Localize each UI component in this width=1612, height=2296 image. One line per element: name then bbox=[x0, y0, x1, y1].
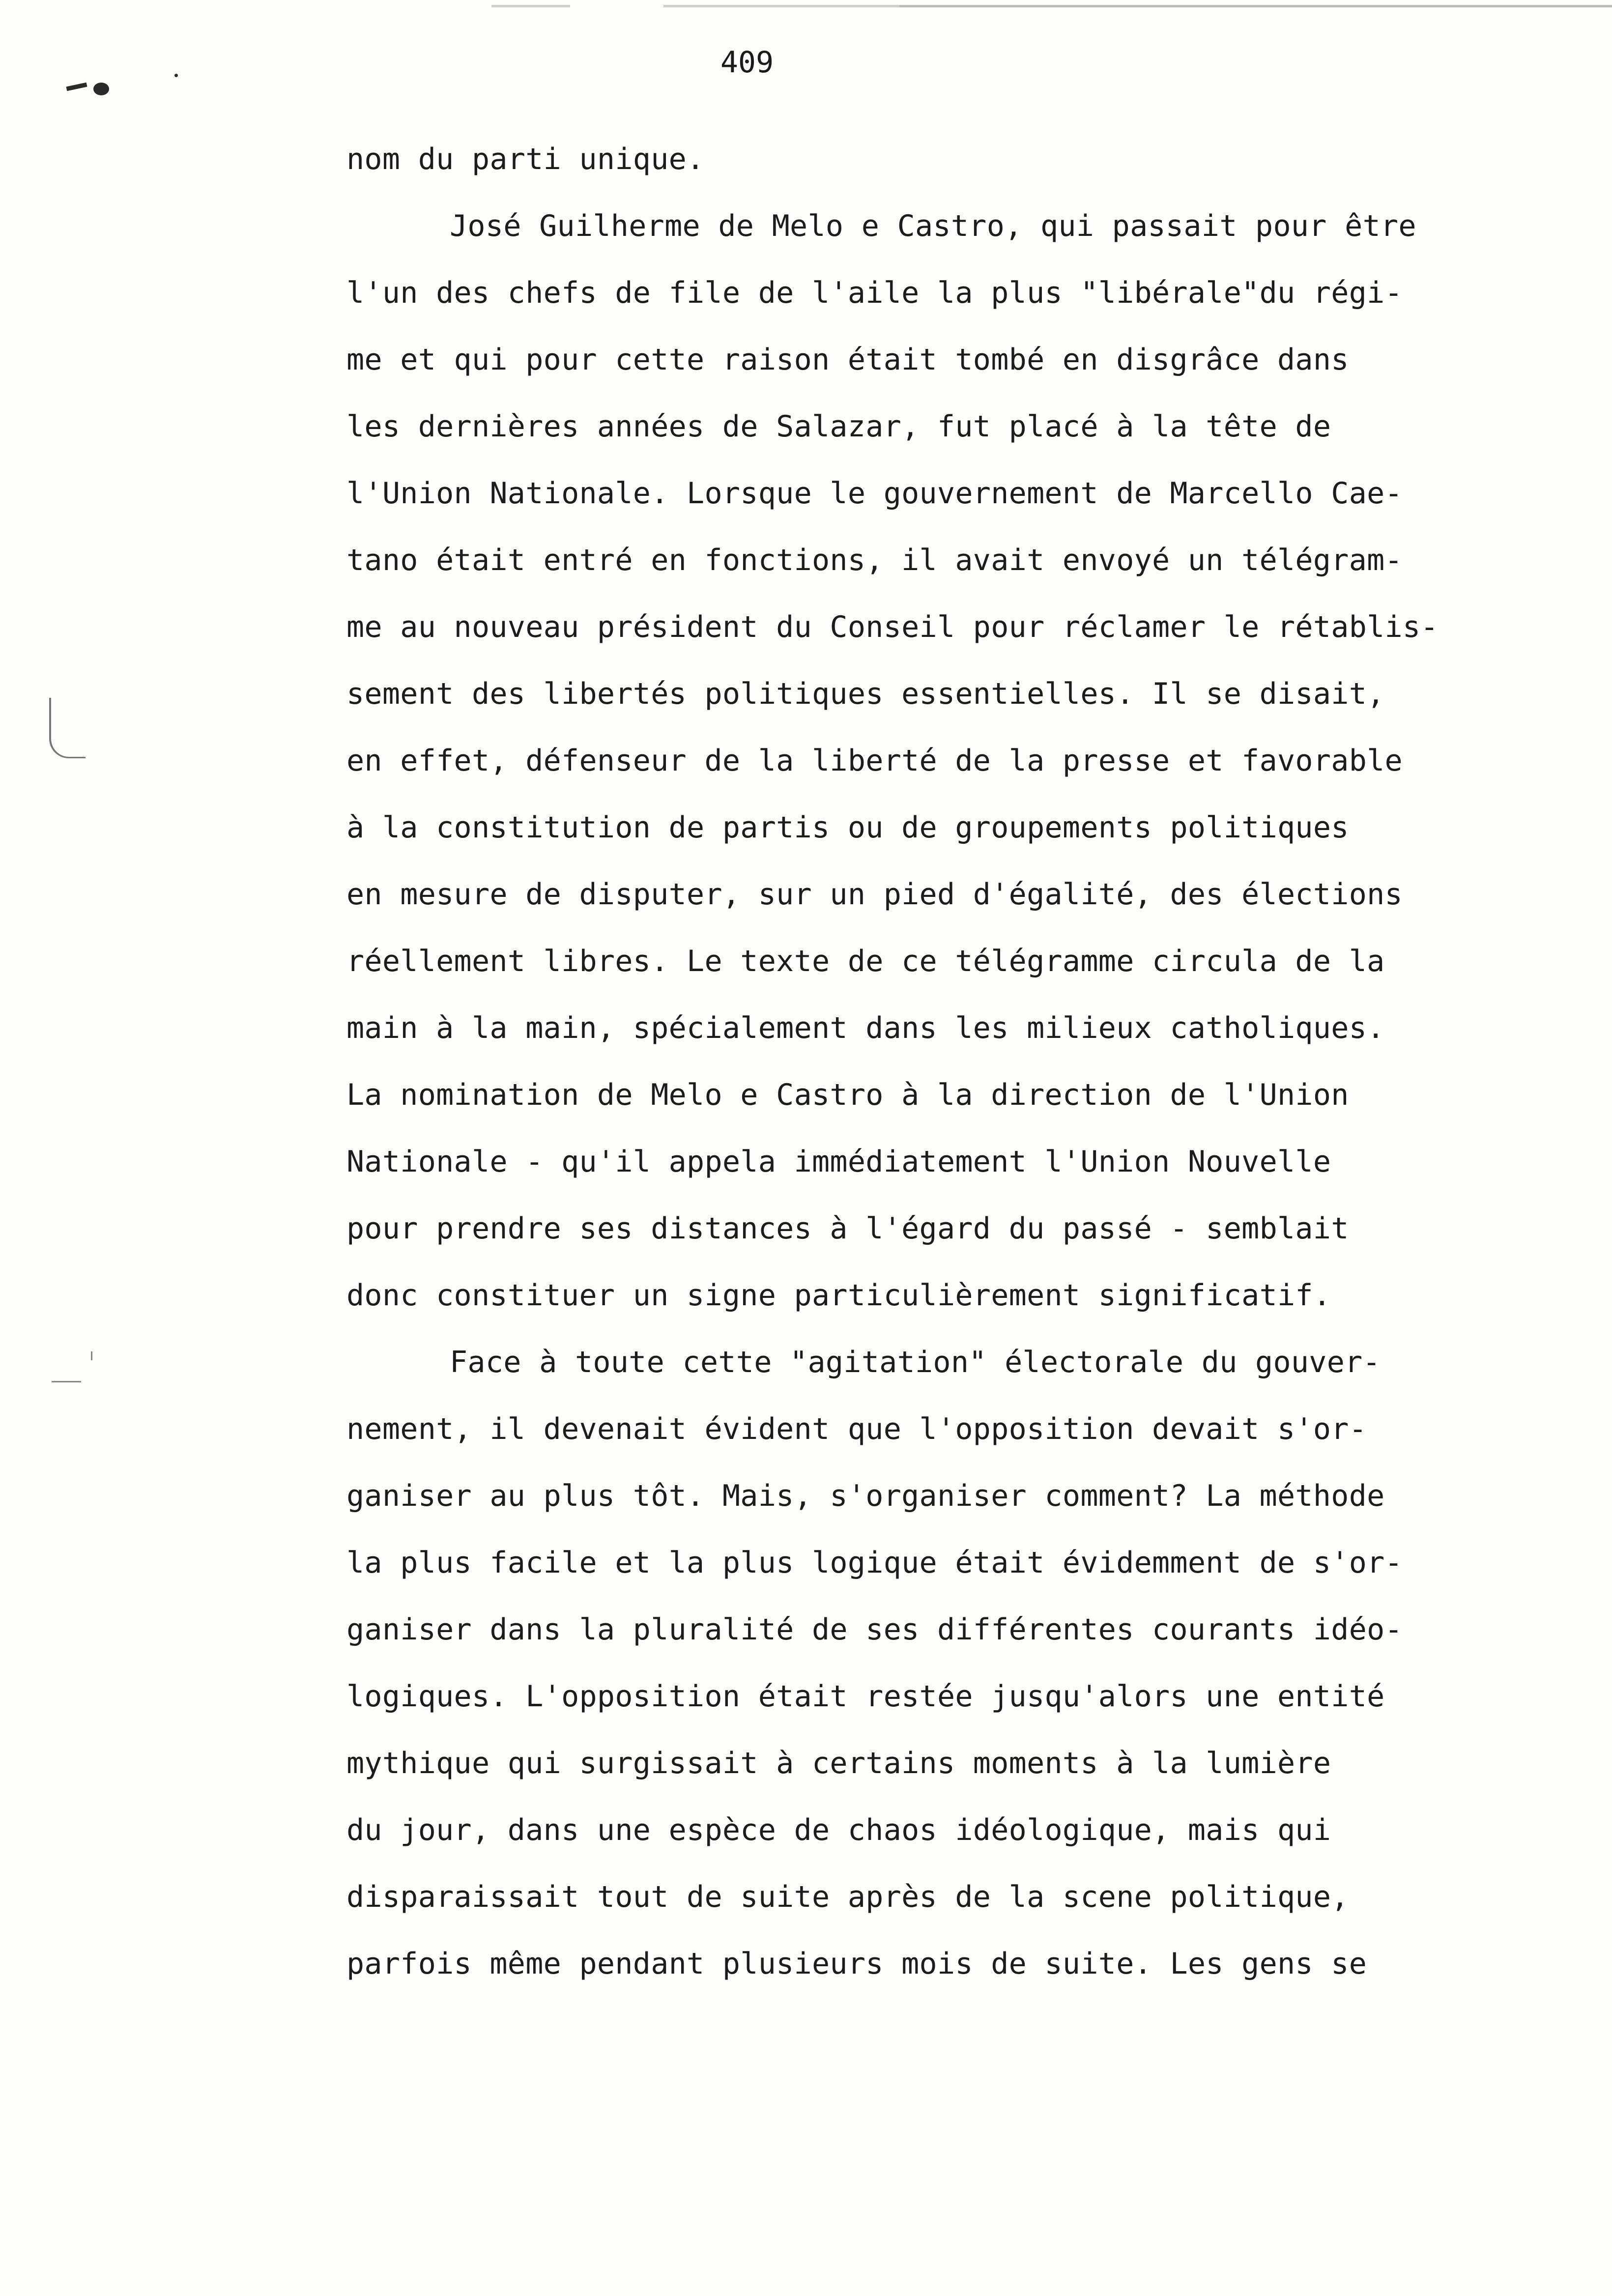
text-line: les dernières années de Salazar, fut placé à la tête de bbox=[346, 409, 1331, 444]
text-line-paragraph-start: Face à toute cette "agitation" électorale du gouver- bbox=[450, 1345, 1381, 1379]
text-line: en effet, défenseur de la liberté de la presse et favorable bbox=[346, 744, 1403, 778]
margin-bracket-mark bbox=[49, 698, 86, 758]
margin-tick-mark bbox=[91, 1351, 92, 1360]
margin-dash-mark bbox=[52, 1381, 81, 1382]
text-line: parfois même pendant plusieurs mois de suite. Les gens se bbox=[346, 1947, 1367, 1981]
text-line: ganiser dans la pluralité de ses différentes courants idéo- bbox=[346, 1612, 1403, 1647]
text-line: disparaissait tout de suite après de la scene politique, bbox=[346, 1880, 1349, 1914]
text-line: ganiser au plus tôt. Mais, s'organiser comment? La méthode bbox=[346, 1479, 1385, 1513]
text-line: donc constituer un signe particulièrement significatif. bbox=[346, 1278, 1331, 1313]
text-line: du jour, dans une espèce de chaos idéologique, mais qui bbox=[346, 1813, 1331, 1847]
text-line: à la constitution de partis ou de groupements politiques bbox=[346, 810, 1349, 845]
top-scan-rule-middle bbox=[663, 5, 899, 7]
text-line: tano était entré en fonctions, il avait envoyé un télégram- bbox=[346, 543, 1403, 577]
text-line: en mesure de disputer, sur un pied d'égalité, des élections bbox=[346, 877, 1403, 912]
text-line: Nationale - qu'il appela immédiatement l'Union Nouvelle bbox=[346, 1145, 1331, 1179]
text-line: La nomination de Melo e Castro à la direction de l'Union bbox=[346, 1078, 1349, 1112]
text-line: logiques. L'opposition était restée jusqu'alors une entité bbox=[346, 1679, 1385, 1714]
text-line: mythique qui surgissait à certains moments à la lumière bbox=[346, 1746, 1331, 1780]
text-line: me et qui pour cette raison était tombé en disgrâce dans bbox=[346, 343, 1349, 377]
page-number: 409 bbox=[720, 45, 774, 80]
scan-smudge-mark bbox=[66, 83, 87, 91]
text-line: réellement libres. Le texte de ce télégramme circula de la bbox=[346, 944, 1385, 978]
top-scan-rule-left bbox=[491, 5, 570, 7]
typewritten-text-body bbox=[346, 126, 1605, 1997]
text-line: l'un des chefs de file de l'aile la plus "libérale"du régi- bbox=[346, 276, 1403, 310]
text-line: main à la main, spécialement dans les milieux catholiques. bbox=[346, 1011, 1385, 1045]
text-line: pour prendre ses distances à l'égard du passé - semblait bbox=[346, 1211, 1349, 1246]
text-line: me au nouveau président du Conseil pour réclamer le rétablis- bbox=[346, 610, 1439, 644]
top-scan-rule-right bbox=[899, 5, 1612, 7]
text-line: sement des libertés politiques essentielles. Il se disait, bbox=[346, 677, 1385, 711]
text-line-paragraph-start: José Guilherme de Melo e Castro, qui passait pour être bbox=[450, 209, 1416, 243]
scan-ink-blot bbox=[93, 83, 109, 95]
text-line: nom du parti unique. bbox=[346, 142, 705, 176]
text-line: nement, il devenait évident que l'opposition devait s'or- bbox=[346, 1412, 1367, 1446]
text-line: la plus facile et la plus logique était évidemment de s'or- bbox=[346, 1546, 1403, 1580]
text-line: l'Union Nationale. Lorsque le gouvernement de Marcello Cae- bbox=[346, 476, 1403, 511]
scan-dot bbox=[174, 74, 178, 77]
